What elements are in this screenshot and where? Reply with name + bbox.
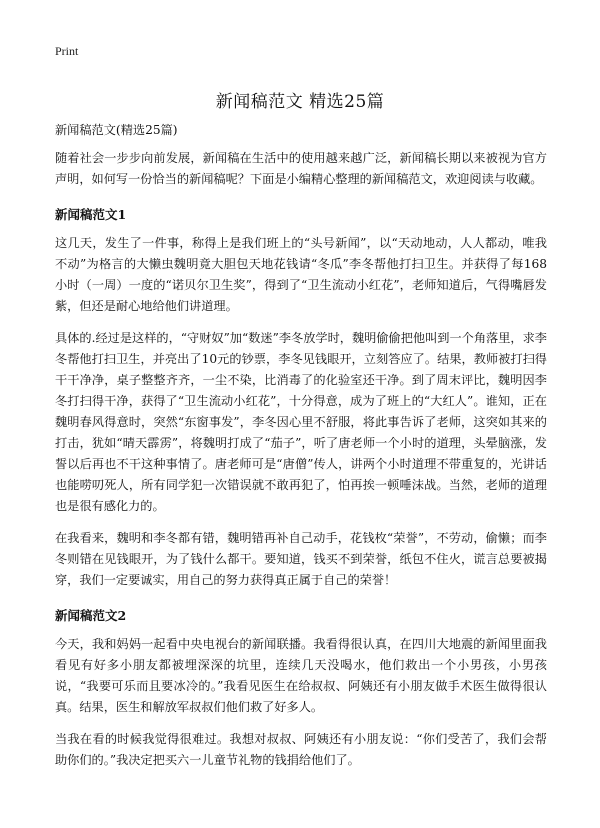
- section-heading: 新闻稿范文1: [55, 207, 127, 222]
- print-label: Print: [55, 44, 79, 58]
- paragraph: 今天，我和妈妈一起看中央电视台的新闻联播。我看得很认真，在四川大地震的新闻里面我看见有好多小朋友都被埋深深的坑里，连续几天没喝水，他们救出一个小男孩，小男孩说，“我要可乐而且要冰冷的。”我看见医生在给叔叔、阿姨还有小朋友做手术医生做得很认真。结果，医生和解放军叔叔们他们救了好多人。: [55, 637, 547, 714]
- article-body: [55, 120, 547, 782]
- intro-paragraph: 随着社会一步步向前发展，新闻稿在生活中的使用越来越广泛，新闻稿长期以来被视为官方声明，如何写一份恰当的新闻稿呢？下面是小编精心整理的新闻稿范文，欢迎阅读与收藏。: [55, 151, 547, 186]
- paragraph: 这几天，发生了一件事，称得上是我们班上的“头号新闻”，以“天动地动，人人都动，唯我不动”为格言的大懒虫魏明竟大胆包天地花钱请“冬瓜”李冬帮他打扫卫生。并获得了每168小时（一周）一度的“诺贝尔卫生奖”，得到了“卫生流动小红花”，老师知道后，气得嘴唇发紫，但还是耐心地给他们讲道理。: [55, 236, 547, 313]
- paragraph: 具体的.经过是这样的，“守财奴”加“数迷”李冬放学时，魏明偷偷把他叫到一个角落里，求李冬帮他打扫卫生，并亮出了10元的钞票，李冬见钱眼开，立刻答应了。结果，教师被打扫得干干净净，桌子整整齐齐，一尘不染，比消毒了的化验室还干净。到了周末评比，魏明因李冬打扫得干净，获得了“卫生流动小红花”，十分得意，成为了班上的“大红人”。谁知，正在魏明春风得意时，突然“东窗事发”，李冬因心里不舒服，将此事告诉了老师，这突如其来的打击，犹如“晴天霹雳”，将魏明打成了“茄子”，听了唐老师一个小时的道理，头晕脑涨，发誓以后再也不干这种事情了。唐老师可是“唐僧”传人，讲两个小时道理不带重复的，光讲话也能唠叨死人，所有同学犯一次错误就不敢再犯了，怕再挨一顿唾沫战。当然，老师的道理也是很有感化力的。: [55, 331, 547, 513]
- section-heading: 新闻稿范文2: [55, 608, 127, 623]
- document-subtitle: 新闻稿范文(精选25篇): [55, 123, 178, 137]
- paragraph: 在我看来，魏明和李冬都有错，魏明错再补自己动手，花钱枚“荣誉”，不劳动，偷懒；而李冬则错在见钱眼开，为了钱什么都干。要知道，钱买不到荣誉，纸包不住火，谎言总要被揭穿，我们一定要诚实，用自己的努力获得真正属于自己的荣誉！: [55, 531, 547, 587]
- paragraph: 当我在看的时候我觉得很难过。我想对叔叔、阿姨还有小朋友说：“你们受苦了，我们会帮助你们的。”我决定把买六一儿童节礼物的钱捐给他们了。: [55, 732, 547, 767]
- page-title: 新闻稿范文 精选25篇: [215, 92, 385, 113]
